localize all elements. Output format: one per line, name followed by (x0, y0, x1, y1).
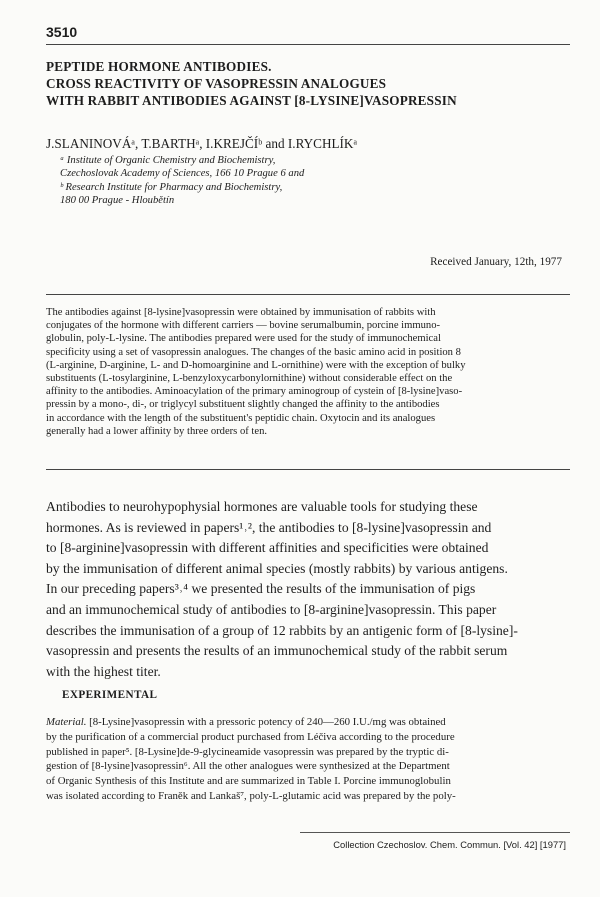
body-line-text: [8-Lysine]vasopressin with a pressoric potency of 240—260 I.U./mg was obtained (86, 716, 446, 728)
body-line: of Organic Synthesis of this Institute and are summarized in Table I. Porcine immunoglobulin (46, 775, 451, 788)
affiliation-line: 180 00 Prague - Hloubětín (60, 195, 175, 207)
abstract-top-rule (46, 294, 570, 295)
abstract-line: substituents (L-tosylarginine, L-benzyloxycarbonylornithine) without considerable effect on the (46, 373, 453, 385)
footer-rule (300, 832, 570, 833)
abstract-bottom-rule (46, 469, 570, 470)
abstract-line: generally had a lower affinity by three orders of ten. (46, 425, 268, 437)
body-line: by the purification of a commercial product purchased from Léčiva according to the procedure (46, 730, 455, 743)
intro-line: to [8-arginine]vasopressin with different affinities and specificities were obtained (46, 540, 489, 556)
affiliation-line: ᵃ Institute of Organic Chemistry and Biochemistry, (60, 155, 276, 166)
paragraph-lead: Material. (46, 716, 87, 728)
abstract-line: in accordance with the length of the substituent's peptidic chain. Oxytocin and its analogues (46, 412, 436, 424)
body-line (46, 715, 571, 730)
article-title (46, 58, 576, 109)
introduction (46, 497, 571, 682)
intro-line: and an immunochemical study of antibodies to [8-arginine]vasopressin. This paper (46, 601, 497, 617)
intro-line: vasopressin and presents the results of an immunochemical study of the rabbit serum (46, 643, 508, 659)
affiliations (60, 154, 304, 208)
abstract-line: pressin by a mono-, di-, or triglycyl substituent slightly changed the affinity to the antibodies (46, 399, 440, 411)
experimental-text (46, 715, 571, 804)
abstract-line: (L-arginine, D-arginine, L- and D-homoarginine and L-ornithine) were with the exception of bulky (46, 359, 466, 371)
abstract-line: globulin, poly-L-lysine. The antibodies prepared were used for the study of immunochemical (46, 333, 441, 345)
body-line: published in paper⁵. [8-Lysine]de-9-glycineamide vasopressin was prepared by the tryptic di- (46, 745, 449, 758)
abstract-line: The antibodies against [8-lysine]vasopressin were obtained by immunisation of rabbits with (46, 307, 436, 318)
intro-line: hormones. As is reviewed in papers¹˒², the antibodies to [8-lysine]vasopressin and (46, 519, 492, 535)
intro-line: with the highest titer. (46, 663, 161, 679)
received-date: Received January, 12th, 1977 (430, 256, 562, 268)
affiliation-line: ᵇ Research Institute for Pharmacy and Biochemistry, (60, 181, 283, 193)
intro-line: In our preceding papers³˒⁴ we presented the results of the immunisation of pigs (46, 581, 476, 597)
intro-line: Antibodies to neurohypophysial hormones are valuable tools for studying these (46, 499, 478, 514)
abstract (46, 306, 566, 438)
abstract-line: affinity to the antibodies. Aminoacylation of the primary aminogroup of cystein of [8-lysine]vaso- (46, 386, 463, 398)
intro-line: describes the immunisation of a group of 12 rabbits by an antigenic form of [8-lysine]- (46, 622, 518, 638)
affiliation-line: Czechoslovak Academy of Sciences, 166 10 Prague 6 and (60, 168, 305, 180)
title-line: CROSS REACTIVITY OF VASOPRESSIN ANALOGUES (46, 76, 387, 91)
body-line: was isolated according to Franěk and Lankaš⁷, poly-L-glutamic acid was prepared by the poly- (46, 789, 456, 802)
journal-citation: Collection Czechoslov. Chem. Commun. [Vol. 42] [1977] (333, 839, 566, 850)
body-line: gestion of [8-lysine]vasopressin⁶. All the other analogues were synthesized at the Department (46, 760, 450, 773)
author-list: J.SLANINOVÁᵃ, T.BARTHᵃ, I.KREJČÍᵇ and I.RYCHLÍKᵃ (46, 136, 358, 151)
title-line: WITH RABBIT ANTIBODIES AGAINST [8-LYSINE]VASOPRESSIN (46, 93, 457, 108)
title-line: PEPTIDE HORMONE ANTIBODIES. (46, 59, 272, 74)
page-number: 3510 (46, 24, 78, 40)
header-rule (46, 44, 570, 45)
abstract-line: specificity using a set of vasopressin analogues. The changes of the basic amino acid in position 8 (46, 346, 461, 358)
section-heading-experimental: EXPERIMENTAL (62, 689, 158, 701)
intro-line: by the immunisation of different animal species (mostly rabbits) by various antigens. (46, 560, 508, 576)
abstract-line: conjugates of the hormone with different carriers — bovine serumalbumin, porcine immuno- (46, 320, 441, 332)
